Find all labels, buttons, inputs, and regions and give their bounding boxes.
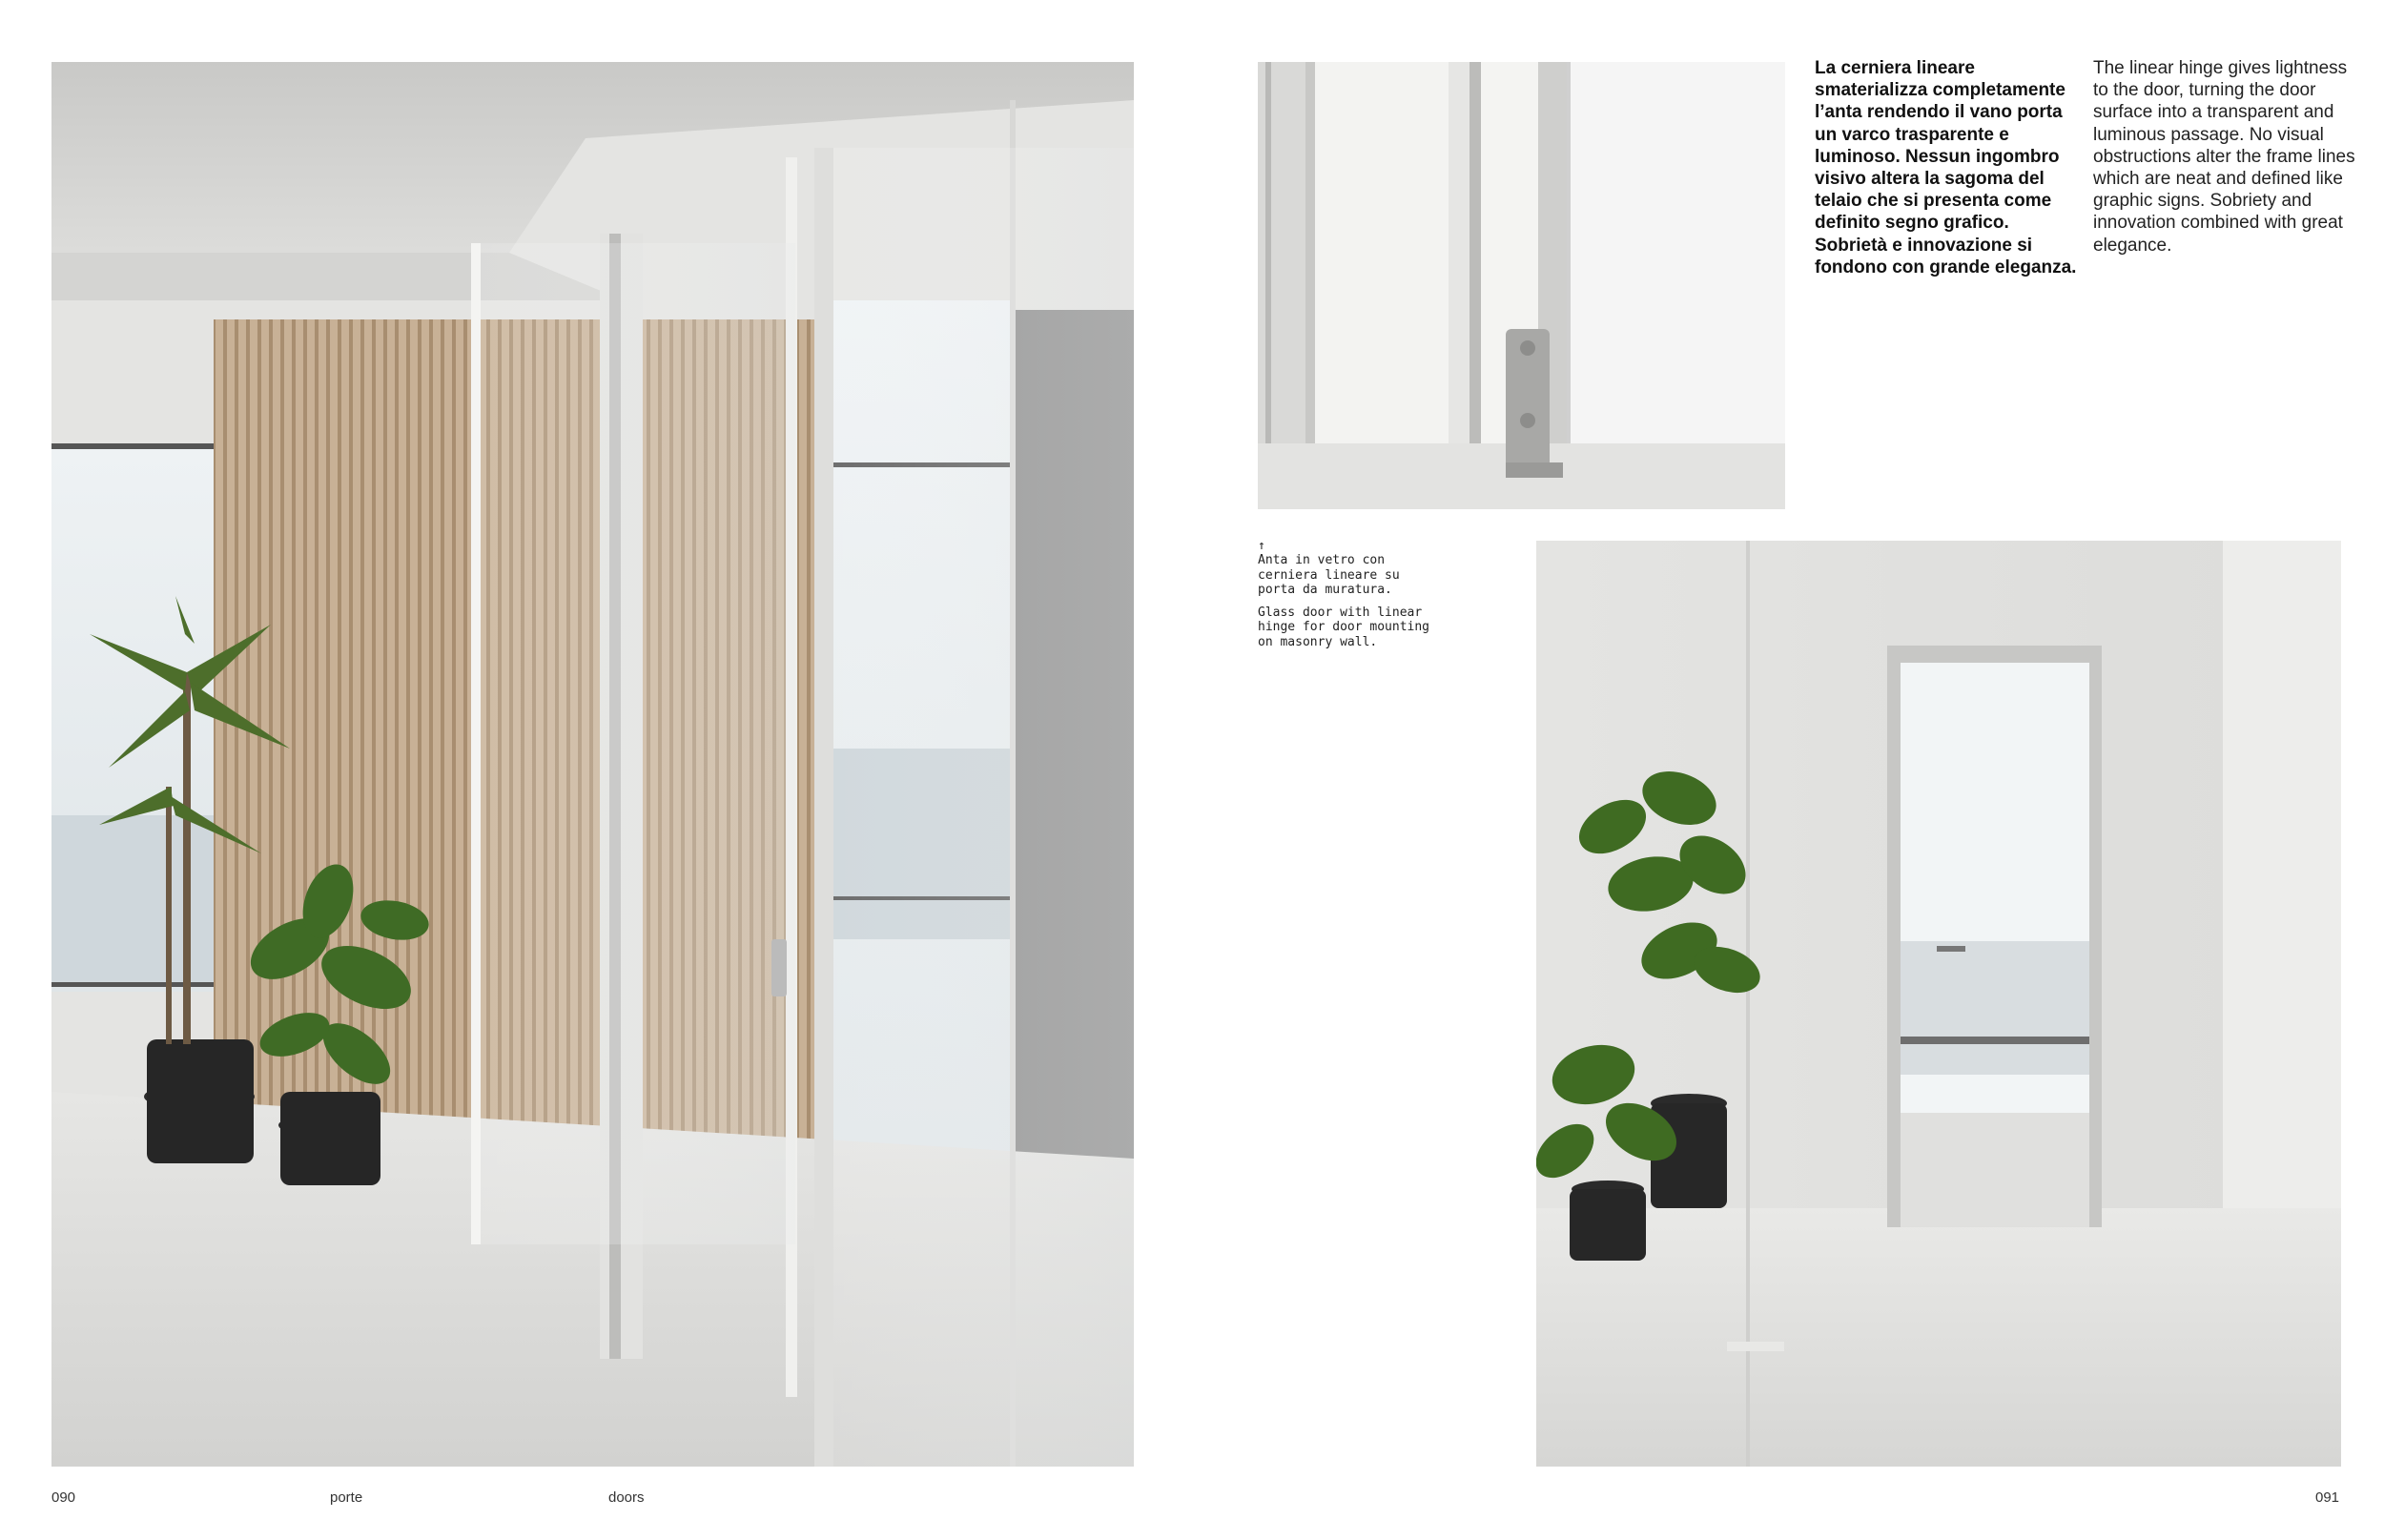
page-number-left: 090 (51, 1489, 76, 1506)
photo-glass-door-room (1536, 541, 2341, 1467)
photo-linear-hinge-detail (1258, 62, 1785, 509)
body-text-italian: La cerniera lineare smaterializza completamente l’anta rendendo il vano porta un varco trasparente e luminoso. Nessun ingombro visivo altera la sagoma del telaio che si presenta come definito segno grafico. Sobrietà e innovazione si fondono con grande eleganza. (1815, 58, 2077, 277)
section-label-italian: porte (330, 1489, 363, 1506)
arrow-up-icon: ↑ (1258, 539, 1265, 553)
caption-english: Glass door with linear hinge for door mounting on masonry wall. (1258, 605, 1430, 649)
section-label-english: doors (608, 1489, 645, 1506)
photo-glass-partition-office (51, 62, 1134, 1467)
page-number-right: 091 (2315, 1489, 2340, 1506)
caption-italian: Anta in vetro con cerniera lineare su porta da muratura. (1258, 553, 1400, 597)
body-text-english: The linear hinge gives lightness to the door, turning the door surface into a transparent and luminous passage. No visual obstructions alter the frame lines which are neat and defined like graphic signs. Sobriety and innovation combined with great elegance. (2093, 58, 2355, 256)
photo-caption (1258, 540, 1439, 657)
